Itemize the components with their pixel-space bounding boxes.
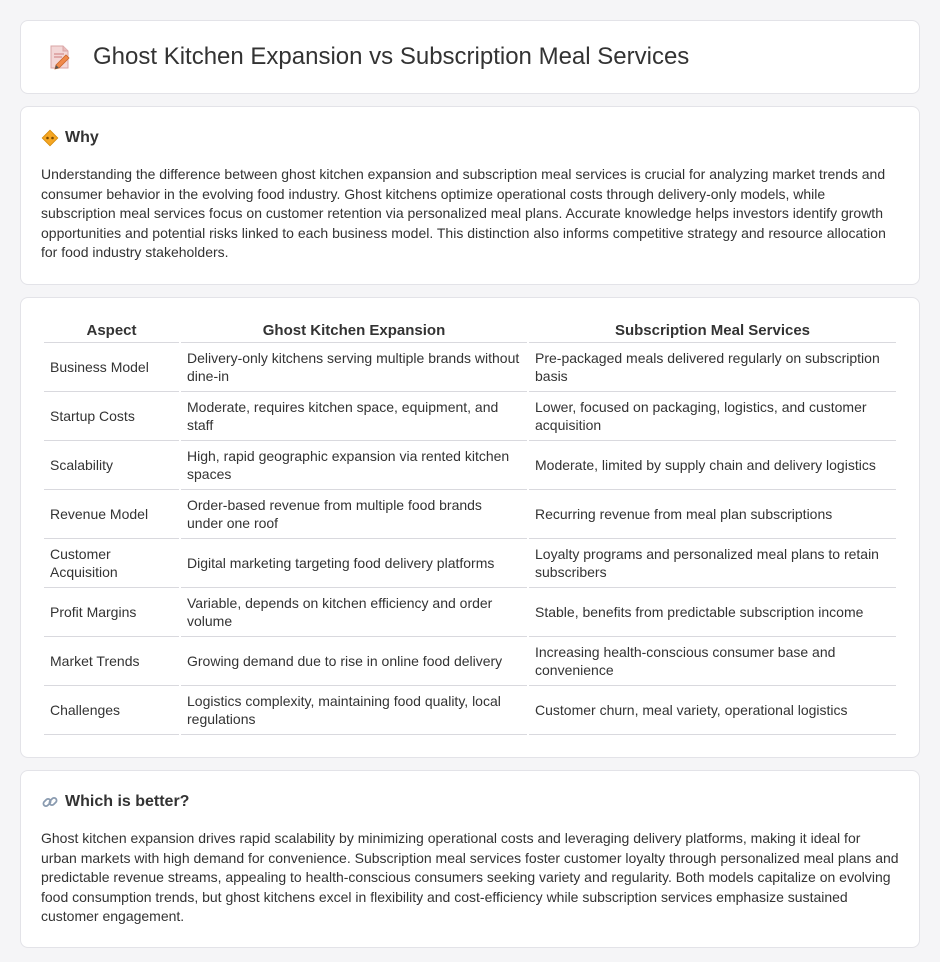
comparison-table xyxy=(42,320,898,735)
aspect-cell: Revenue Model xyxy=(44,490,179,539)
table-row xyxy=(44,588,896,637)
table-header-row xyxy=(44,320,896,343)
column-header-aspect: Aspect xyxy=(44,320,179,343)
subscription-cell: Lower, focused on packaging, logistics, and customer acquisition xyxy=(529,392,896,441)
column-header-ghost-kitchen: Ghost Kitchen Expansion xyxy=(181,320,527,343)
ghost-kitchen-cell: Growing demand due to rise in online food delivery xyxy=(181,637,527,686)
aspect-cell: Profit Margins xyxy=(44,588,179,637)
ghost-kitchen-cell: Variable, depends on kitchen efficiency and order volume xyxy=(181,588,527,637)
why-section xyxy=(20,106,920,285)
header-card xyxy=(20,20,920,94)
table-row xyxy=(44,539,896,588)
table-row xyxy=(44,343,896,392)
ghost-kitchen-cell: Logistics complexity, maintaining food quality, local regulations xyxy=(181,686,527,735)
table-row xyxy=(44,490,896,539)
subscription-cell: Loyalty programs and personalized meal plans to retain subscribers xyxy=(529,539,896,588)
column-header-subscription: Subscription Meal Services xyxy=(529,320,896,343)
aspect-cell: Startup Costs xyxy=(44,392,179,441)
which-is-better-section xyxy=(20,770,920,948)
table-row xyxy=(44,441,896,490)
better-text: Ghost kitchen expansion drives rapid scalability by minimizing operational costs and leveraging delivery platforms, making it ideal for urban markets with high demand for convenience. Subscription meal services foster customer loyalty through personalized meal plans and predictable revenue streams, appealing to health-conscious consumers seeking variety and regularity. Both models capitalize on evolving food consumption trends, but ghost kitchens excel in flexibility and cost-efficiency while subscription services emphasize sustained customer engagement. xyxy=(41,830,899,924)
table-row xyxy=(44,392,896,441)
subscription-cell: Pre-packaged meals delivered regularly on subscription basis xyxy=(529,343,896,392)
document-pencil-icon xyxy=(45,43,73,71)
subscription-cell: Increasing health-conscious consumer base and convenience xyxy=(529,637,896,686)
why-text: Understanding the difference between ghost kitchen expansion and subscription meal services is crucial for analyzing market trends and consumer behavior in the evolving food industry. Ghost kitchens optimize operational costs through delivery-only models, while subscription meal services focus on customer retention via personalized meal plans. Accurate knowledge helps investors identify growth opportunities and potential risks linked to each business model. This distinction also informs competitive strategy and resource allocation for food industry stakeholders. xyxy=(41,166,886,260)
aspect-cell: Challenges xyxy=(44,686,179,735)
ghost-kitchen-cell: Moderate, requires kitchen space, equipment, and staff xyxy=(181,392,527,441)
subscription-cell: Customer churn, meal variety, operational logistics xyxy=(529,686,896,735)
comparison-table-card xyxy=(20,297,920,758)
why-header xyxy=(41,129,899,147)
subscription-cell: Moderate, limited by supply chain and delivery logistics xyxy=(529,441,896,490)
subscription-cell: Stable, benefits from predictable subscription income xyxy=(529,588,896,637)
better-header xyxy=(41,793,899,811)
aspect-cell: Market Trends xyxy=(44,637,179,686)
diamond-sign-icon xyxy=(41,129,59,147)
subscription-cell: Recurring revenue from meal plan subscriptions xyxy=(529,490,896,539)
link-icon xyxy=(41,793,59,811)
ghost-kitchen-cell: Delivery-only kitchens serving multiple brands without dine-in xyxy=(181,343,527,392)
ghost-kitchen-cell: Order-based revenue from multiple food brands under one roof xyxy=(181,490,527,539)
table-row xyxy=(44,637,896,686)
table-row xyxy=(44,686,896,735)
page-title: Ghost Kitchen Expansion vs Subscription Meal Services xyxy=(93,43,690,70)
aspect-cell: Customer Acquisition xyxy=(44,539,179,588)
aspect-cell: Business Model xyxy=(44,343,179,392)
why-heading: Why xyxy=(65,129,99,146)
aspect-cell: Scalability xyxy=(44,441,179,490)
better-heading: Which is better? xyxy=(65,793,190,810)
ghost-kitchen-cell: Digital marketing targeting food delivery platforms xyxy=(181,539,527,588)
ghost-kitchen-cell: High, rapid geographic expansion via rented kitchen spaces xyxy=(181,441,527,490)
